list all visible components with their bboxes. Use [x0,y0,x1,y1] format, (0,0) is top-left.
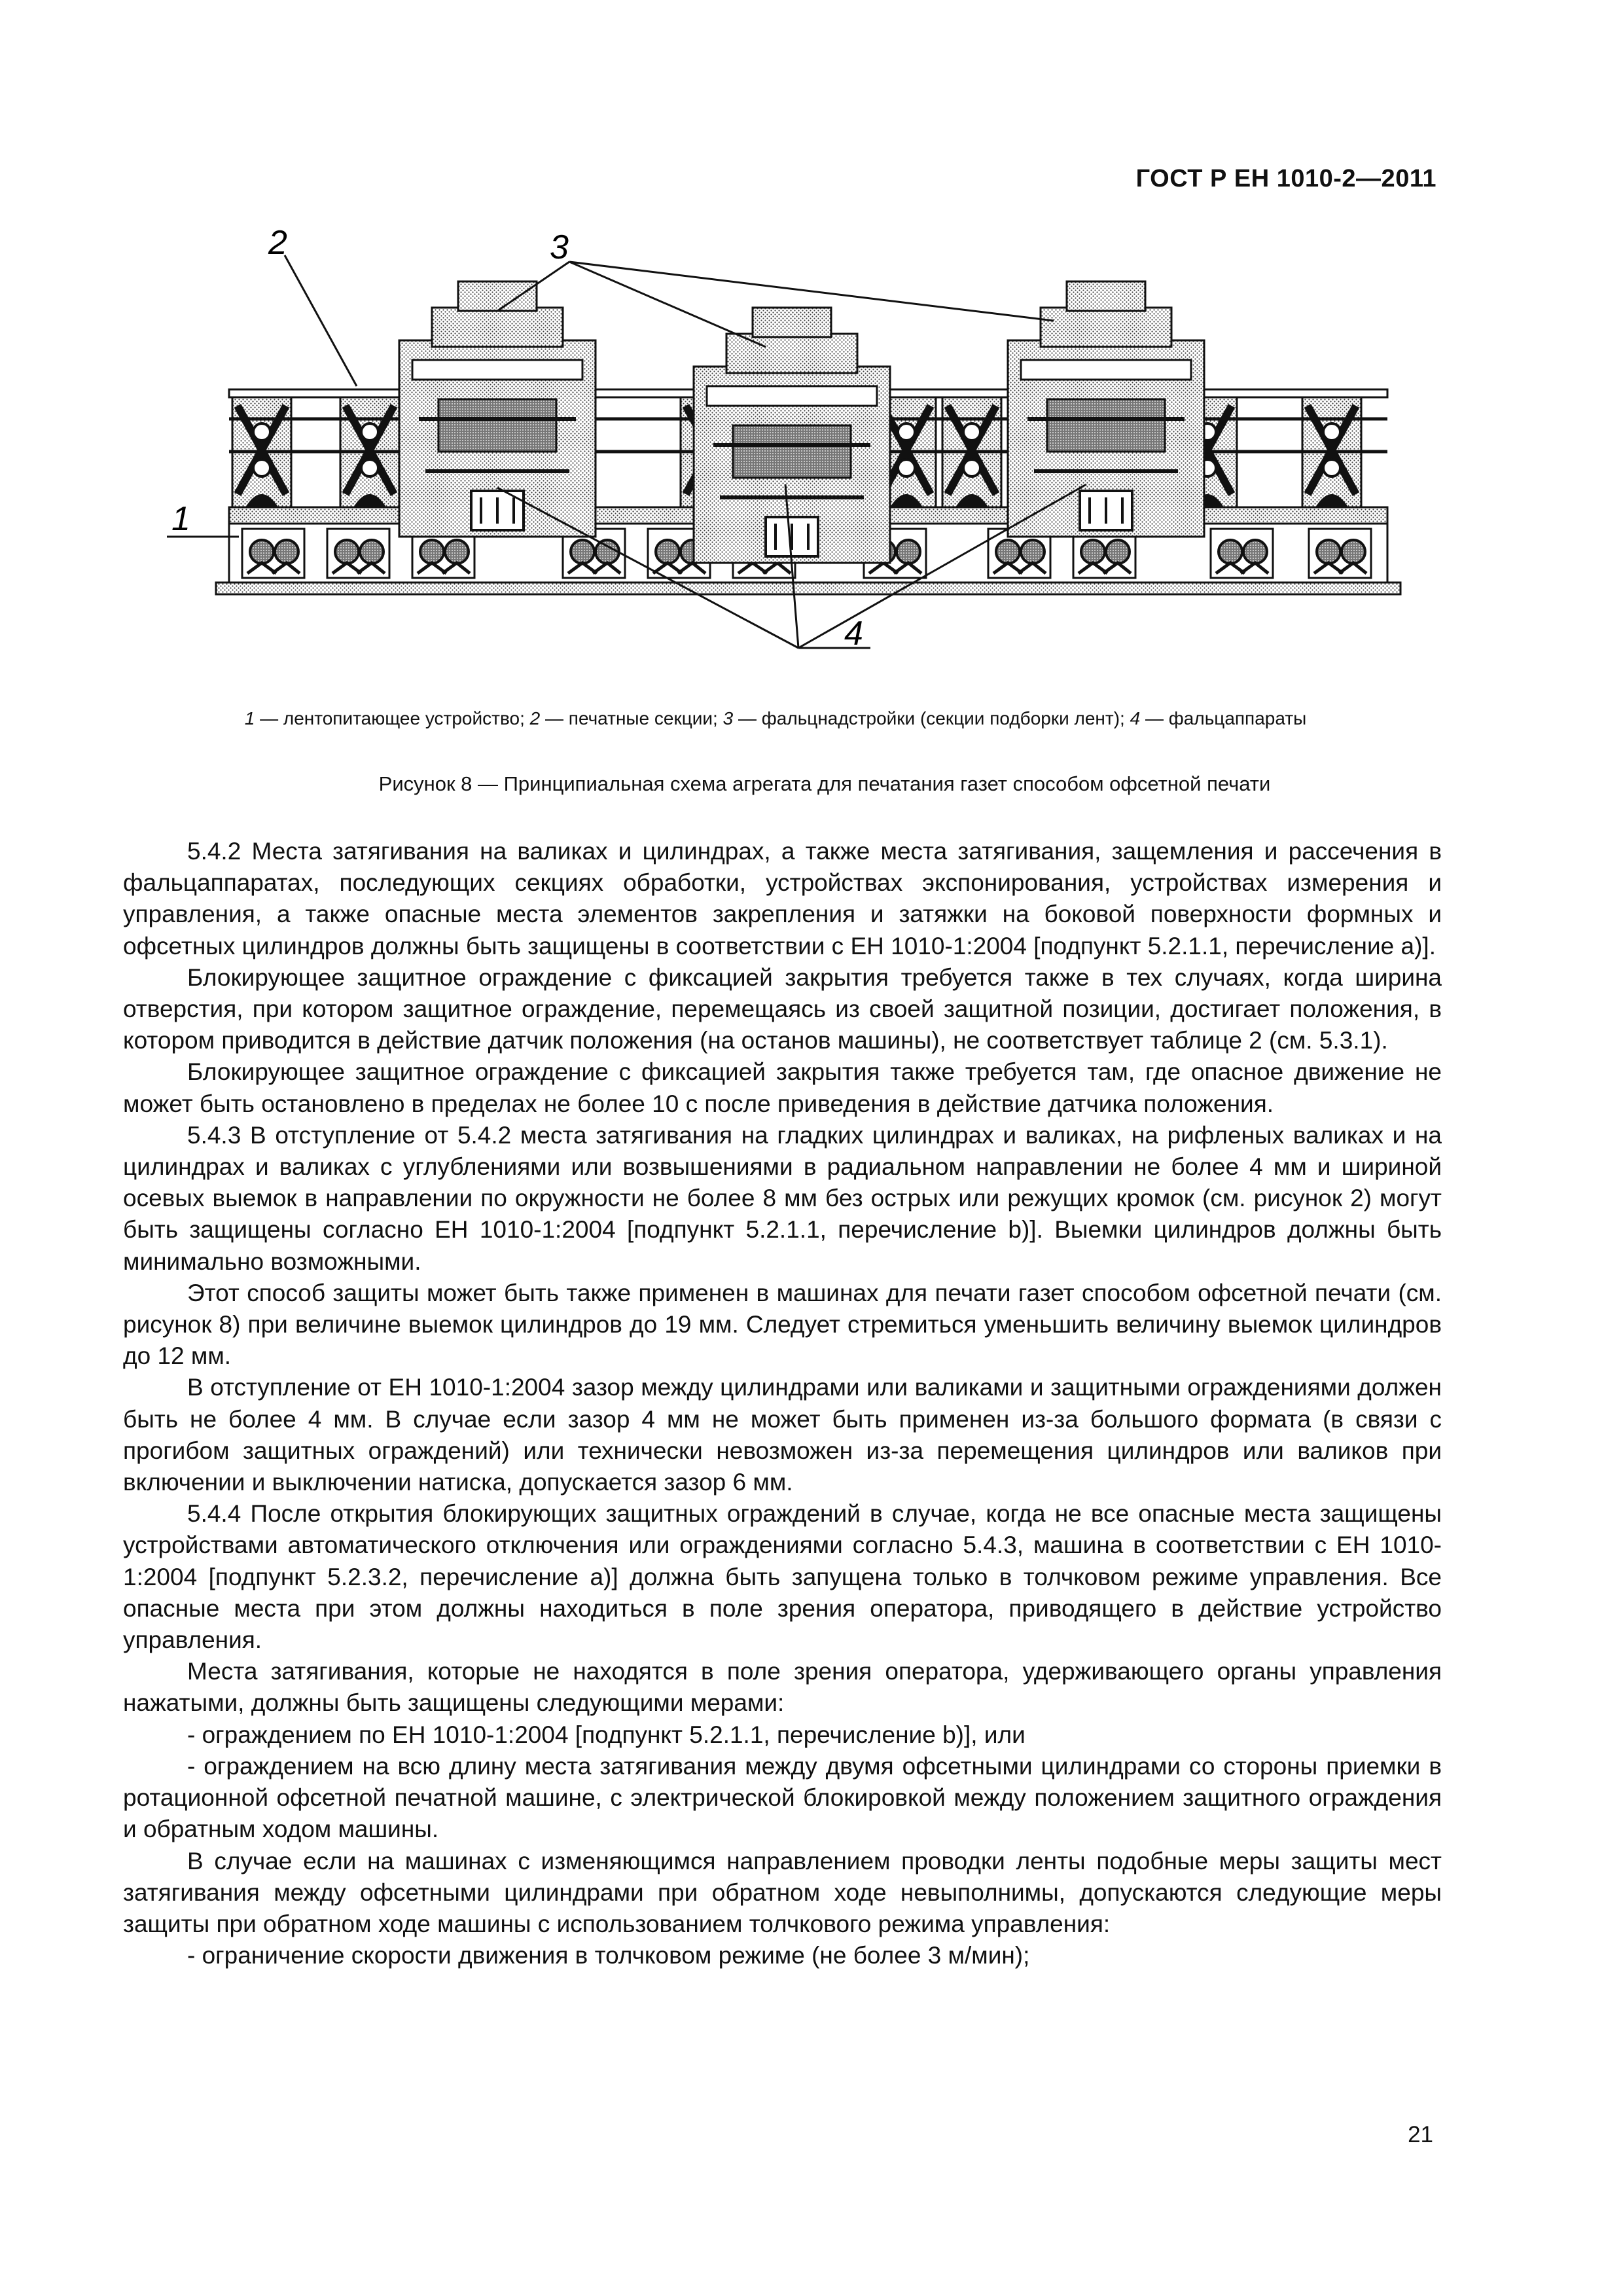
callout-3: 3 [550,228,569,266]
callout-2: 2 [268,224,287,262]
paragraph: 5.4.3 В отступление от 5.4.2 места затягивания на гладких цилиндрах и валиках, на рифленых валиках и на цилиндрах и валиках с углублениями или возвышениями в радиальном направлении не более 4 мм и шириной осевых выемок в направлении по окружности не более 8 мм без острых или режущих кромок (см. рисунок 2) могут быть защищены согласно ЕН 1010-1:2004 [подпункт 5.2.1.1, перечисление b)]. Выемки цилиндров должны быть минимально возможными. [123,1121,1442,1275]
document-header: ГОСТ Р ЕН 1010-2—2011 [1135,165,1436,192]
legend-num-1: 1 [244,708,255,728]
paragraph: 5.4.4 После открытия блокирующих защитных ограждений в случае, когда не все опасные места защищены устройствами автоматического отключения или ограждениями согласно 5.4.3, машина в соответствии с ЕН 1010-1:2004 [подпункт 5.2.3.2, перечисление а)] должна быть запущена только в толчковом режиме управления. Все опасные места при этом должны находиться в поле зрения оператора, приводящего в действие устройство управления. [123,1500,1442,1654]
figure-press-schematic [0,0,1623,707]
legend-num-2: 2 [529,708,541,728]
figure-caption: Рисунок 8 — Принципиальная схема агрегата для печатания газет способом офсетной печати [378,772,1271,795]
paragraph: Места затягивания, которые не находятся в поле зрения оператора, удерживающего органы управления нажатыми, должны быть защищены следующими мерами: [123,1658,1442,1717]
callout-1: 1 [171,500,190,538]
list-item: - ограничение скорости движения в толчковом режиме (не более 3 м/мин); [187,1942,1030,1969]
paragraph: Блокирующее защитное ограждение с фиксацией закрытия требуется также в тех случаях, когда ширина отверстия, при котором защитное ограждение, перемещаясь из своей защитной позиции, достигает положения, в котором приводится в действие датчик положения (на останов машины), не соответствует таблице 2 (см. 5.3.1). [123,963,1442,1054]
paragraph: Этот способ защиты может быть также применен в машинах для печати газет способом офсетной печати (см. рисунок 8) при величине выемок цилиндров до 19 мм. Следует стремиться уменьшить величину выемок цилиндров до 12 мм. [123,1279,1442,1370]
body-text [123,836,1442,1971]
paragraph: В случае если на машинах с изменяющимся направлением проводки ленты подобные меры защиты мест затягивания между офсетными цилиндрами при обратном ходе невыполнимы, допускаются следующие меры защиты при обратном ходе машины с использованием толчкового режима управления: [123,1847,1442,1937]
callout-4: 4 [844,615,863,653]
legend-num-4: 4 [1130,708,1141,728]
list-item: - ограждением на всю длину места затягивания между двумя офсетными цилиндрами со стороны приемки в ротационной офсетной печатной машине, с электрической блокировкой между положением защитного ограждения и обратным ходом машины. [123,1752,1442,1843]
figure-legend: 1 — лентопитающее устройство; 2 — печатные секции; 3 — фальцнадстройки (секции подборки лент); 4 — фальцаппараты [244,708,1307,728]
page-number: 21 [1408,2122,1433,2147]
paragraph: В отступление от ЕН 1010-1:2004 зазор между цилиндрами или валиками и защитными ограждениями должен быть не более 4 мм. В случае если зазор 4 мм не может быть применен из-за большого формата (в связи с прогибом защитных ограждений) или технически невозможен из-за перемещения цилиндров или валиков при включении и выключении натиска, допускается зазор 6 мм. [123,1374,1442,1496]
list-item: - ограждением по ЕН 1010-1:2004 [подпункт 5.2.1.1, перечисление b)], или [187,1721,1026,1748]
paragraph: 5.4.2 Места затягивания на валиках и цилиндрах, а также места затягивания, защемления и рассечения в фальцаппаратах, последующих секциях обработки, устройствах экспонирования, устройствах измерения и управления, а также опасные места элементов закрепления и затяжки на боковой поверхности формных и офсетных цилиндров должны быть защищены в соответствии с ЕН 1010-1:2004 [подпункт 5.2.1.1, перечисление а)]. [123,838,1442,960]
paragraph: Блокирующее защитное ограждение с фиксацией закрытия также требуется там, где опасное движение не может быть остановлено в пределах не более 10 с после приведения в действие датчика положения. [123,1058,1442,1117]
legend-num-3: 3 [722,708,734,728]
